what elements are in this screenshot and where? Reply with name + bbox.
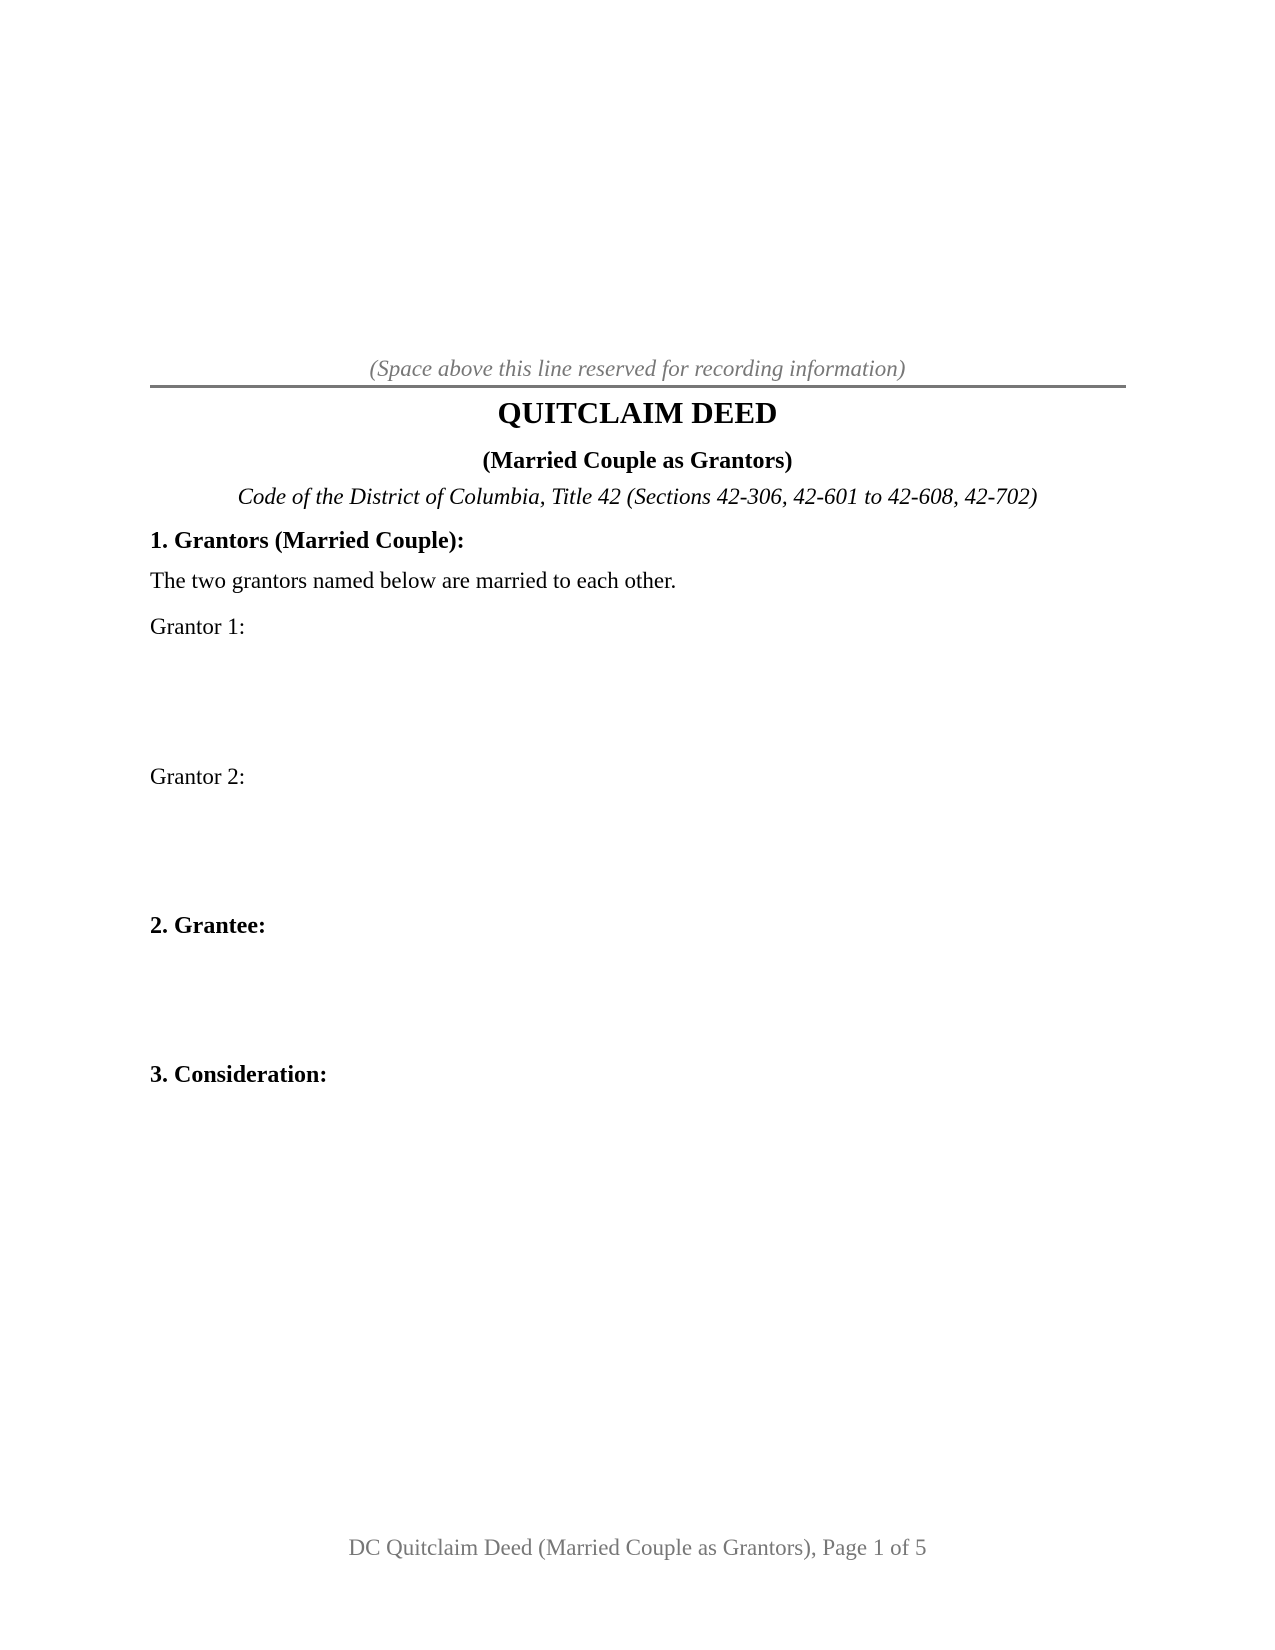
section-consideration-heading: 3. Consideration: [150,1062,328,1088]
recording-divider-line [150,385,1126,388]
grantors-intro-text: The two grantors named below are married to each other. [150,568,677,593]
code-reference: Code of the District of Columbia, Title 42 (Sections 42-306, 42-601 to 42-608, 42-702) [237,484,1038,509]
document-title: QUITCLAIM DEED [497,395,778,430]
grantor-1-label: Grantor 1: [150,614,246,639]
section-grantors-heading: 1. Grantors (Married Couple): [150,528,465,554]
grantor-2-label: Grantor 2: [150,764,246,789]
section-grantee-heading: 2. Grantee: [150,913,266,939]
recording-space-note: (Space above this line reserved for recording information) [369,356,906,381]
document-subtitle: (Married Couple as Grantors) [482,448,793,474]
page-footer: DC Quitclaim Deed (Married Couple as Grantors), Page 1 of 5 [348,1535,927,1560]
